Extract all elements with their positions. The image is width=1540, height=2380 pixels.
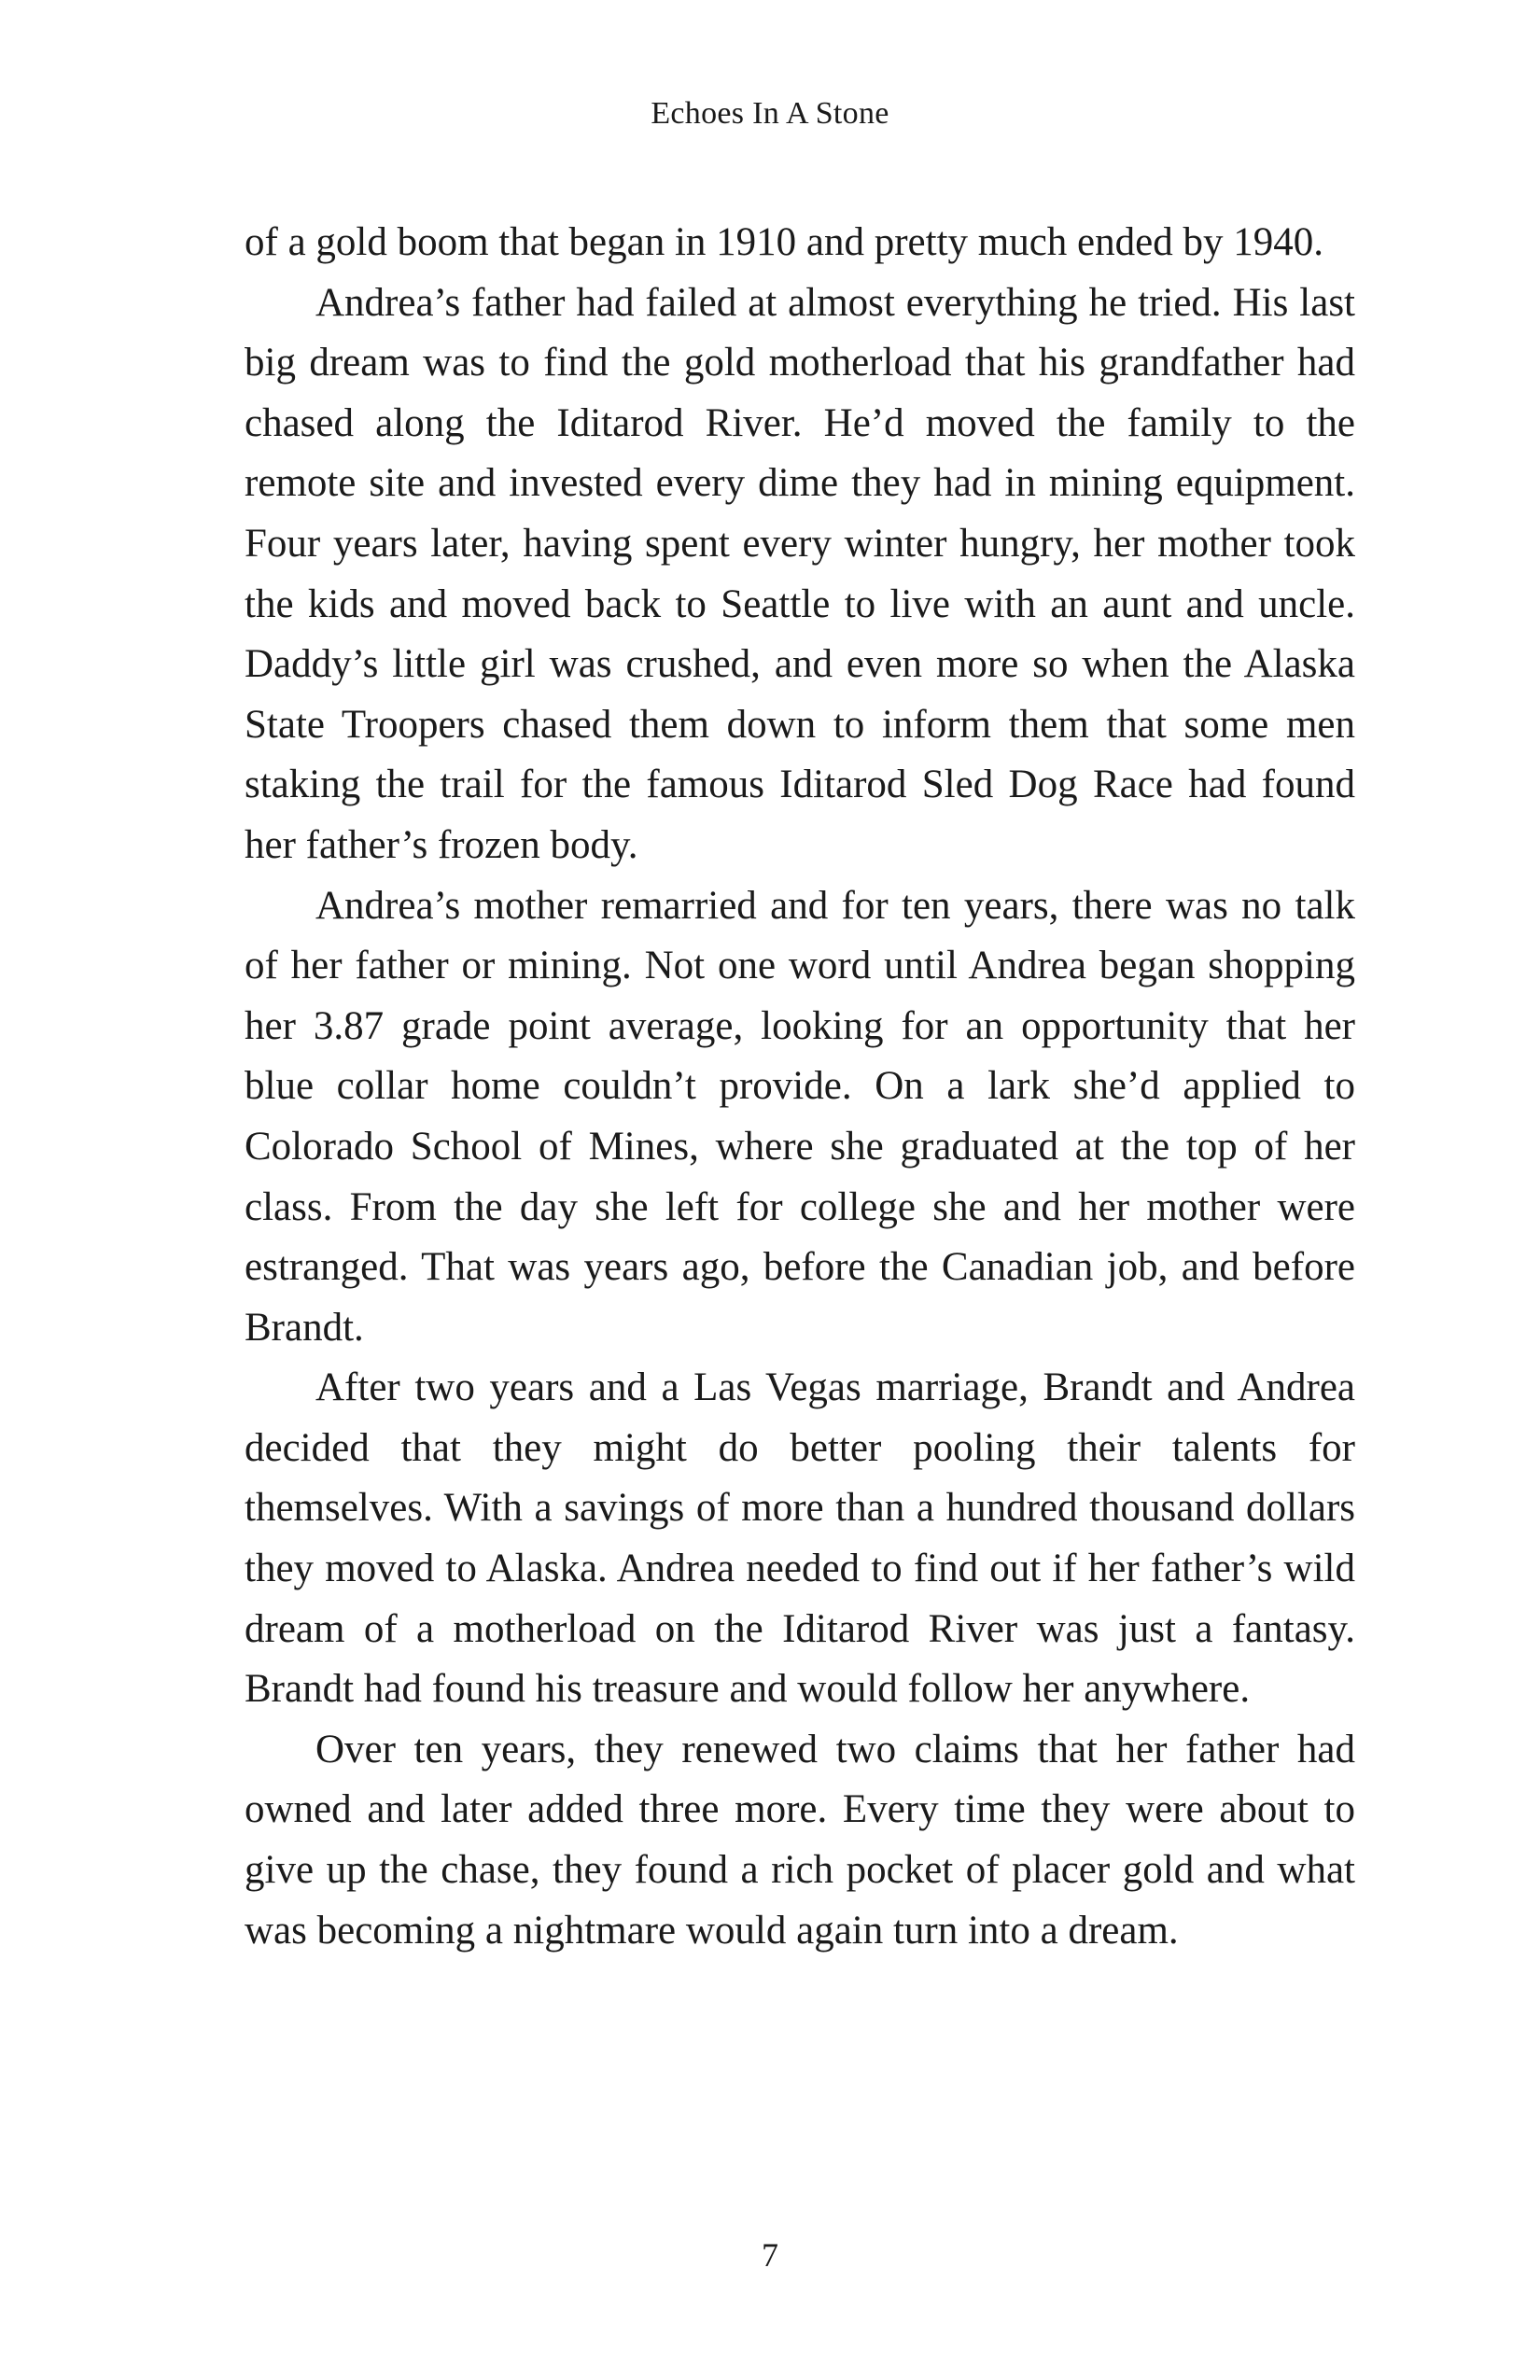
paragraph-move-to-alaska: After two years and a Las Vegas marriage, Brandt and Andrea decided that they might do better pooling their talents for themselves. With a savings of more than a hundred thousand dollars they moved to Alaska. Andrea needed to find out if her father’s wild dream of a motherload on the Iditarod River was just a fantasy. Brandt had found his treasure and would follow her anywhere. xyxy=(245,1365,1355,1712)
running-header: Echoes In A Stone xyxy=(651,96,889,131)
page-number: 7 xyxy=(762,2236,778,2274)
paragraph-claims: Over ten years, they renewed two claims that her father had owned and later added three more. Every time they were about to give up the chase, they found a rich pocket of placer gold and what was becoming a nightmare would again turn into a dream. xyxy=(245,1727,1355,1953)
paragraph-father-dream: Andrea’s father had failed at almost everything he tried. His last big dream was to find the gold motherload that his grandfather had chased along the Iditarod River. He’d moved the family to the remote site and invested every dime they had in mining equipment. Four years later, having spent every winter hungry, her mother took the kids and moved back to Seattle to live with an aunt and uncle. Daddy’s little girl was crushed, and even more so when the Alaska State Troopers chased them down to inform them that some men staking the trail for the famous Iditarod Sled Dog Race had found her father’s frozen body. xyxy=(245,280,1355,867)
paragraph-mother-remarried: Andrea’s mother remarried and for ten years, there was no talk of her father or mining. Not one word until Andrea began shopping her 3.87 grade point average, looking for an opportunity that her blue collar home couldn’t provide. On a lark she’d applied to Colorado School of Mines, where she graduated at the top of her class. From the day she left for college she and her mother were estranged. That was years ago, before the Canadian job, and before Brandt. xyxy=(245,883,1355,1350)
body-text xyxy=(245,213,1355,1961)
paragraph-continued: of a gold boom that began in 1910 and pretty much ended by 1940. xyxy=(245,220,1323,264)
